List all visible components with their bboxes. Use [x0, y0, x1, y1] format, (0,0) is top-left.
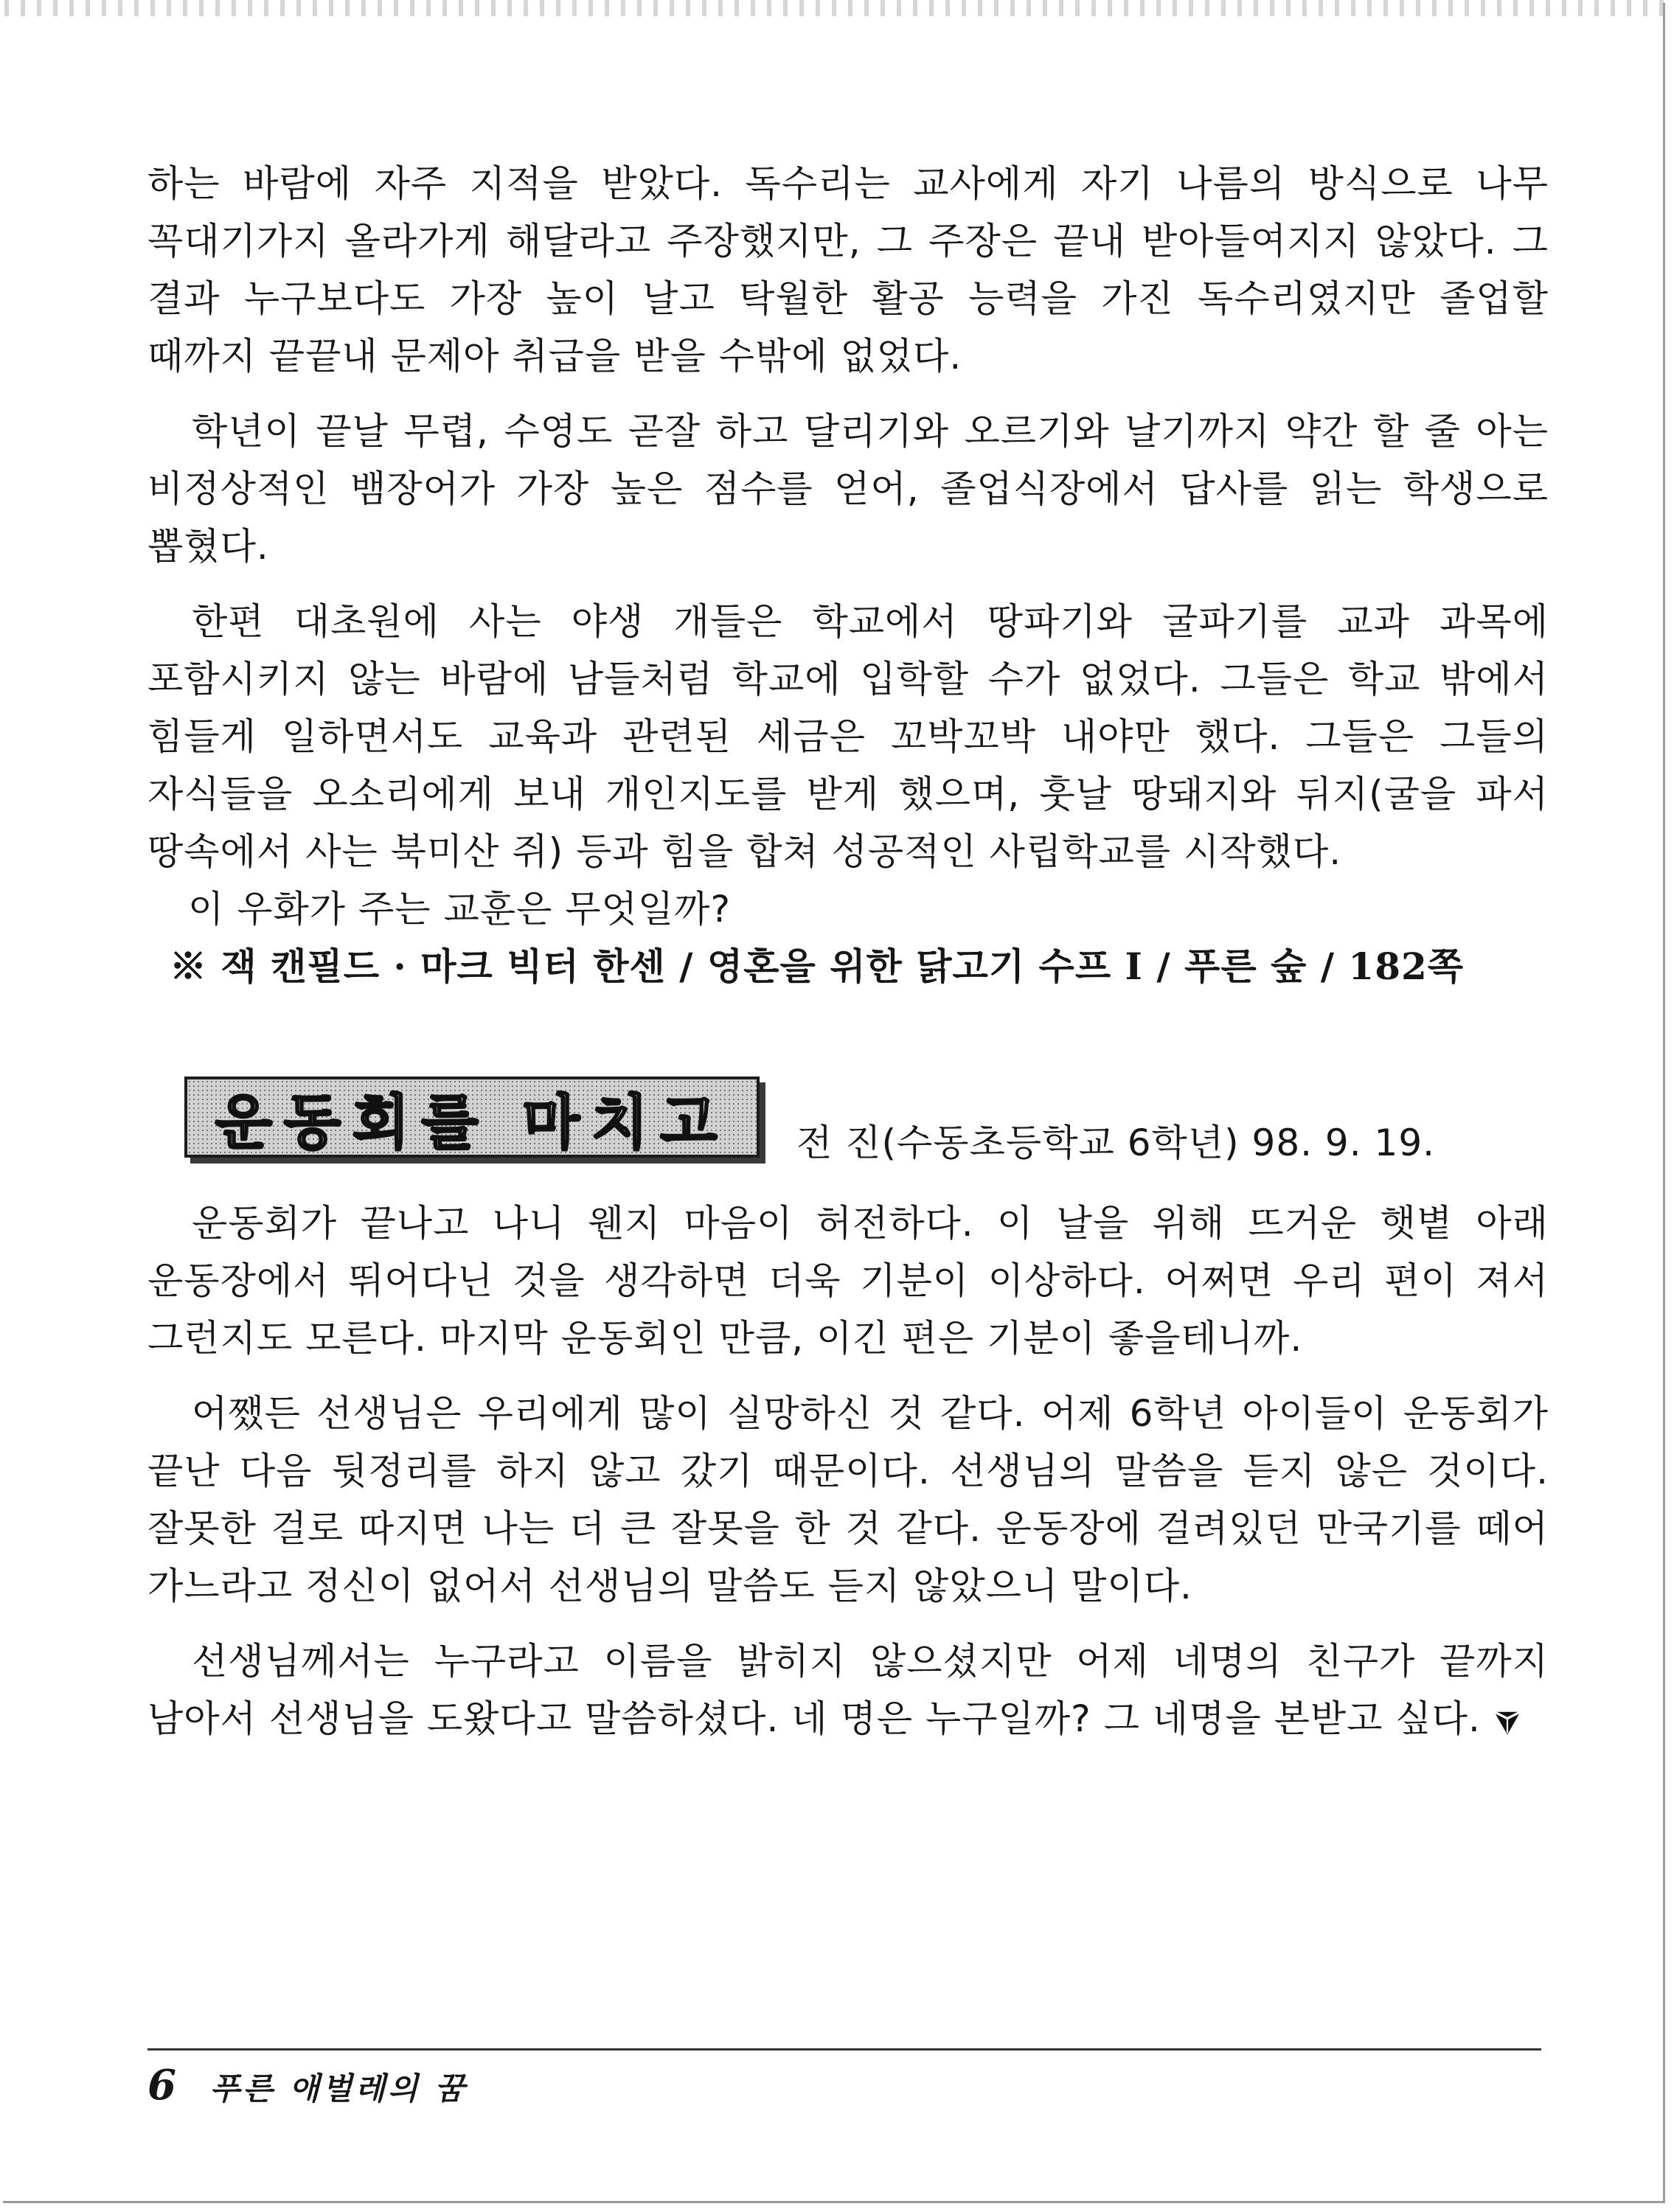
diamond-end-mark-icon: [1491, 1705, 1524, 1738]
book-title: 푸른 애벌레의 꿈: [209, 2070, 468, 2107]
paragraph-teacher: 어쨌든 선생님은 우리에게 많이 실망하신 것 같다. 어제 6학년 아이들이 운동회가 끝난 다음 뒷정리를 하지 않고 갔기 때문이다. 선생님의 말씀을 듣지 않은 것이다. 잘못한 걸로 따지면 나는 더 큰 잘못을 한 것 같다. 운동장에 걸려있던 만국기를 떼어 가느라고 정신이 없어서 선생님의 말씀도 듣지 않았으니 말이다.: [147, 1392, 1549, 1607]
paragraph-eagle: 하는 바람에 자주 지적을 받았다. 독수리는 교사에게 자기 나름의 방식으로 나무 꼭대기가지 올라가게 해달라고 주장했지만, 그 주장은 끝내 받아들여지지 않았다. 그 결과 누구보다도 가장 높이 날고 탁월한 활공 능력을 가진 독수리였지만 졸업할 때까지 끝끝내 문제아 취급을 받을 수밖에 없었다.: [147, 162, 1549, 378]
paragraph-four-friends-text: 선생님께서는 누구라고 이름을 밝히지 않으셨지만 어제 네명의 친구가 끝까지 남아서 선생님을 도왔다고 말씀하셨다. 네 명은 누구일까? 그 네명을 본받고 싶다.: [147, 1640, 1549, 1740]
page-number: 6: [147, 2061, 176, 2110]
fable-question: 이 우화가 주는 교훈은 무엇일까?: [188, 888, 732, 931]
section-heading-row: [147, 1077, 1549, 1172]
paragraph-four-friends: [147, 1632, 1549, 1747]
page-footer: [147, 2061, 468, 2110]
author-byline: 전 진(수동초등학교 6학년) 98. 9. 19.: [796, 1121, 1436, 1164]
paragraph-sports-day: 운동회가 끝나고 나니 웬지 마음이 허전하다. 이 날을 위해 뜨거운 햇볕 아래 운동장에서 뛰어다닌 것을 생각하면 더욱 기분이 이상하다. 어쩌면 우리 편이 져서 그런지도 모른다. 마지막 운동회인 만큼, 이긴 편은 기분이 좋을테니까.: [147, 1202, 1549, 1360]
section-title: 운동회를 마치고: [215, 1088, 729, 1157]
footer-rule: [147, 2048, 1541, 2051]
paragraph-eel: 학년이 끝날 무렵, 수영도 곧잘 하고 달리기와 오르기와 날기까지 약간 할 줄 아는 비정상적인 뱀장어가 가장 높은 점수를 얻어, 졸업식장에서 답사를 읽는 학생으로 뽑혔다.: [147, 410, 1549, 568]
paragraph-prairie-dogs: 한편 대초원에 사는 야생 개들은 학교에서 땅파기와 굴파기를 교과 과목에 포함시키지 않는 바람에 남들처럼 학교에 입학할 수가 없었다. 그들은 학교 밖에서 힘들게 일하면서도 교육과 관련된 세금은 꼬박꼬박 내야만 했다. 그들은 그들의 자식들을 오소리에게 보내 개인지도를 받게 했으며, 훗날 땅돼지와 뒤지(굴을 파서 땅속에서 사는 북미산 쥐) 등과 힘을 합쳐 성공적인 사립학교를 시작했다.: [147, 600, 1549, 873]
source-citation: ※ 잭 캔필드 · 마크 빅터 한센 / 영혼을 위한 닭고기 수프 I / 푸른 숲 / 182쪽: [170, 945, 1465, 988]
section-title-box: [184, 1077, 760, 1158]
page-content: [147, 155, 1549, 1765]
